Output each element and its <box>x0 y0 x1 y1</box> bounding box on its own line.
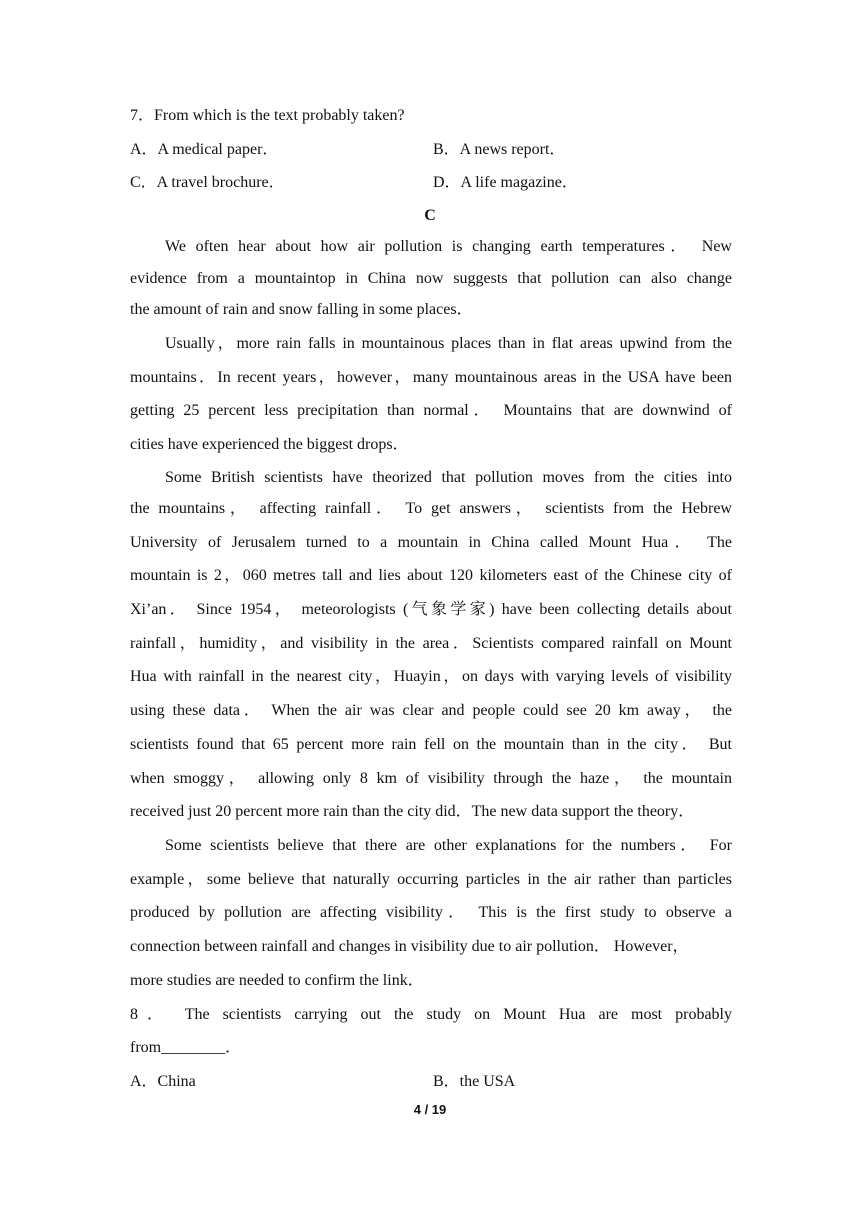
paragraph-3-line: University of Jerusalem turned to a mountain in China called Mount Hua． The <box>130 534 732 551</box>
paragraph-3-line: when smoggy， allowing only 8 km of visibility through the haze， the mountain <box>130 770 732 787</box>
paragraph-4-line: produced by pollution are affecting visibility． This is the first study to observe a <box>130 904 732 921</box>
paragraph-3-line: Xi’an． Since 1954， meteorologists (气象学家) have been collecting details about <box>130 601 732 618</box>
question-7-option-c: C．A travel brochure． <box>130 174 285 191</box>
paragraph-3-line: rainfall，humidity，and visibility in the area．Scientists compared rainfall on Mount <box>130 635 732 652</box>
question-7-option-d: D．A life magazine． <box>433 174 578 191</box>
question-7-option-b: B．A news report． <box>433 141 566 158</box>
paragraph-4-line: Some scientists believe that there are other explanations for the numbers． For <box>165 837 732 854</box>
paragraph-3-line: Some British scientists have theorized that pollution moves from the cities into <box>165 469 732 486</box>
paragraph-3-line: using these data． When the air was clear and people could see 20 km away， the <box>130 702 732 719</box>
page-number: 4 / 19 <box>413 1102 447 1117</box>
paragraph-4-line: more studies are needed to confirm the link． <box>130 972 424 989</box>
question-7-option-a: A．A medical paper． <box>130 141 279 158</box>
paragraph-2-line: Usually，more rain falls in mountainous places than in flat areas upwind from the <box>165 335 732 352</box>
paragraph-2-line: mountains．In recent years，however，many mountainous areas in the USA have been <box>130 369 732 386</box>
question-8-stem-continued: from________． <box>130 1039 242 1056</box>
question-8-option-b: B．the USA <box>433 1073 516 1090</box>
paragraph-3-line: Hua with rainfall in the nearest city，Huayin，on days with varying levels of visibility <box>130 668 732 685</box>
paragraph-3-line: mountain is 2，060 metres tall and lies about 120 kilometers east of the Chinese city of <box>130 567 732 584</box>
section-heading: C <box>424 207 436 224</box>
paragraph-3-line: received just 20 percent more rain than the city did．The new data support the theory． <box>130 803 695 820</box>
question-7-stem: 7．From which is the text probably taken? <box>130 107 405 124</box>
paragraph-4-line: connection between rainfall and changes in visibility due to air pollution． However， <box>130 938 689 955</box>
paragraph-3-line: scientists found that 65 percent more rain fell on the mountain than in the city． But <box>130 736 732 753</box>
paragraph-1-line: We often hear about how air pollution is changing earth temperatures． New <box>165 238 732 255</box>
question-8-option-a: A．China <box>130 1073 196 1090</box>
paragraph-2-line: cities have experienced the biggest drops． <box>130 436 409 453</box>
paragraph-2-line: getting 25 percent less precipitation than normal． Mountains that are downwind of <box>130 402 732 419</box>
paragraph-3-line: the mountains， affecting rainfall． To get answers， scientists from the Hebrew <box>130 500 732 517</box>
paragraph-1-line: the amount of rain and snow falling in some places． <box>130 301 473 318</box>
paragraph-1-line: evidence from a mountaintop in China now suggests that pollution can also change <box>130 270 732 287</box>
paragraph-4-line: example，some believe that naturally occurring particles in the air rather than particles <box>130 871 732 888</box>
question-8-stem: 8． The scientists carrying out the study on Mount Hua are most probably <box>130 1006 732 1023</box>
